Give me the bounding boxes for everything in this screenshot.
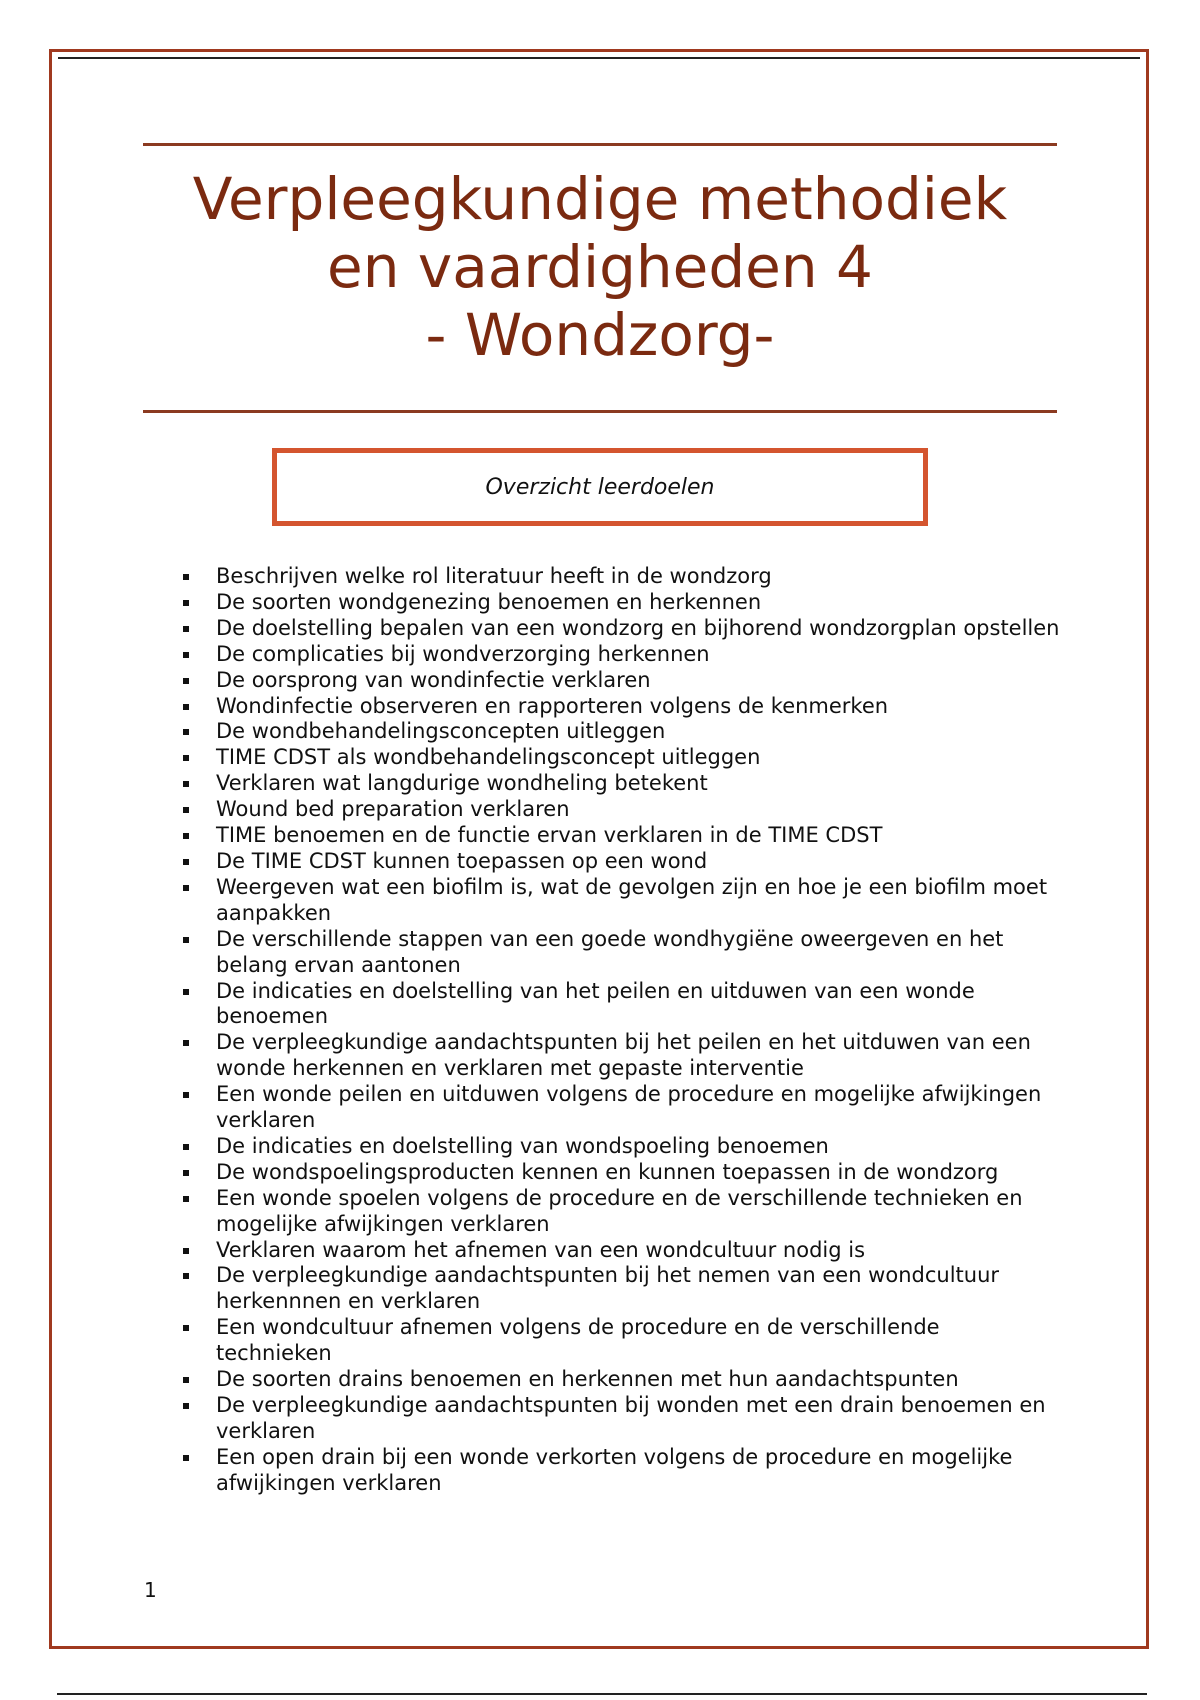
- bottom-rule: [57, 1693, 1147, 1695]
- objective-item: [180, 979, 1060, 1031]
- objective-item: [180, 849, 1060, 875]
- learning-objectives-list: [180, 564, 1060, 1497]
- bullet-icon: [183, 678, 189, 684]
- objective-item: [180, 1263, 1060, 1315]
- objective-text: De wondbehandelingsconcepten uitleggen: [216, 719, 666, 744]
- objective-item: [180, 823, 1060, 849]
- bullet-icon: [183, 1040, 189, 1046]
- bullet-icon: [183, 729, 189, 735]
- bullet-icon: [183, 1325, 189, 1331]
- objective-item: [180, 564, 1060, 590]
- bullet-icon: [183, 885, 189, 891]
- objective-item: [180, 642, 1060, 668]
- objective-item: [180, 1030, 1060, 1082]
- objective-text: Wound bed preparation verklaren: [216, 797, 570, 822]
- document-title: [143, 165, 1057, 369]
- bullet-icon: [183, 652, 189, 658]
- objective-item: [180, 668, 1060, 694]
- objective-text: Verklaren waarom het afnemen van een wondcultuur nodig is: [216, 1237, 866, 1262]
- bullet-icon: [183, 859, 189, 865]
- objective-text: De TIME CDST kunnen toepassen op een wond: [216, 848, 708, 873]
- bullet-icon: [183, 704, 189, 710]
- objective-item: [180, 719, 1060, 745]
- bullet-icon: [183, 989, 189, 995]
- objective-text: De complicaties bij wondverzorging herkennen: [216, 641, 710, 666]
- bullet-icon: [183, 1377, 189, 1383]
- overview-box: [272, 448, 928, 526]
- objective-item: [180, 875, 1060, 927]
- objective-text: Beschrijven welke rol literatuur heeft in de wondzorg: [216, 564, 772, 588]
- bullet-icon: [183, 1455, 189, 1461]
- objective-text: De soorten drains benoemen en herkennen met hun aandachtspunten: [216, 1367, 959, 1392]
- objective-text: Een open drain bij een wonde verkorten volgens de procedure en mogelijke afwijkingen verklaren: [216, 1444, 1013, 1495]
- objective-text: De oorsprong van wondinfectie verklaren: [216, 667, 651, 692]
- objective-item: [180, 1445, 1060, 1497]
- title-line: en vaardigheden 4: [327, 233, 873, 301]
- objective-text: De verpleegkundige aandachtspunten bij het peilen en het uitduwen van een wonde herkennen en verklaren met gepaste interventie: [216, 1030, 1031, 1081]
- objective-item: [180, 694, 1060, 720]
- objective-item: [180, 797, 1060, 823]
- objective-item: [180, 927, 1060, 979]
- objective-text: De soorten wondgenezing benoemen en herkennen: [216, 589, 762, 614]
- objective-text: De doelstelling bepalen van een wondzorg en bijhorend wondzorgplan opstellen: [216, 615, 1060, 640]
- bullet-icon: [183, 1273, 189, 1279]
- objective-text: TIME CDST als wondbehandelingsconcept uitleggen: [216, 745, 761, 770]
- objective-text: De indicaties en doelstelling van het peilen en uitduwen van een wonde benoemen: [216, 978, 975, 1029]
- overview-label: Overzicht leerdoelen: [485, 474, 715, 500]
- objective-text: De wondspoelingsproducten kennen en kunnen toepassen in de wondzorg: [216, 1159, 999, 1184]
- bullet-icon: [183, 1403, 189, 1409]
- title-line: Verpleegkundige methodiek: [192, 165, 1008, 233]
- bullet-icon: [183, 1144, 189, 1150]
- bullet-icon: [183, 1092, 189, 1098]
- bullet-icon: [183, 1170, 189, 1176]
- objective-text: Weergeven wat een biofilm is, wat de gevolgen zijn en hoe je een biofilm moet aanpakken: [216, 874, 1048, 925]
- bullet-icon: [183, 1196, 189, 1202]
- objective-item: [180, 745, 1060, 771]
- objective-item: [180, 616, 1060, 642]
- objective-text: TIME benoemen en de functie ervan verklaren in de TIME CDST: [216, 823, 883, 848]
- bullet-icon: [183, 833, 189, 839]
- bullet-icon: [183, 755, 189, 761]
- bullet-icon: [183, 1248, 189, 1254]
- bullet-icon: [183, 600, 189, 606]
- objective-item: [180, 771, 1060, 797]
- bullet-icon: [183, 937, 189, 943]
- objective-item: [180, 1082, 1060, 1134]
- title-line: - Wondzorg-: [425, 301, 775, 369]
- bullet-icon: [183, 574, 189, 580]
- bullet-icon: [183, 626, 189, 632]
- objective-item: [180, 1186, 1060, 1238]
- objective-item: [180, 590, 1060, 616]
- objective-text: Een wonde spoelen volgens de procedure en de verschillende technieken en mogelijke afwijkingen verklaren: [216, 1185, 1023, 1236]
- objective-item: [180, 1393, 1060, 1445]
- objective-item: [180, 1238, 1060, 1264]
- objective-item: [180, 1315, 1060, 1367]
- objective-item: [180, 1134, 1060, 1160]
- objective-text: Wondinfectie observeren en rapporteren volgens de kenmerken: [216, 693, 889, 718]
- title-bottom-rule: [143, 410, 1057, 413]
- bullet-icon: [183, 781, 189, 787]
- objective-text: De verpleegkundige aandachtspunten bij het nemen van een wondcultuur herkennnen en verklaren: [216, 1263, 1000, 1314]
- title-top-rule: [143, 143, 1057, 146]
- objective-text: De verpleegkundige aandachtspunten bij wonden met een drain benoemen en verklaren: [216, 1393, 1046, 1443]
- objective-text: Een wondcultuur afnemen volgens de procedure en de verschillende technieken: [216, 1315, 940, 1366]
- objective-text: Een wonde peilen en uitduwen volgens de procedure en mogelijke afwijkingen verklaren: [216, 1082, 1042, 1133]
- objective-text: Verklaren wat langdurige wondheling betekent: [216, 771, 708, 796]
- objective-text: De indicaties en doelstelling van wondspoeling benoemen: [216, 1133, 829, 1158]
- objective-item: [180, 1160, 1060, 1186]
- page-number: 1: [144, 1578, 157, 1602]
- bullet-icon: [183, 807, 189, 813]
- frame-inner-line: [58, 57, 1140, 59]
- objective-text: De verschillende stappen van een goede wondhygiëne oweergeven en het belang ervan aantonen: [216, 926, 1004, 977]
- objective-item: [180, 1367, 1060, 1393]
